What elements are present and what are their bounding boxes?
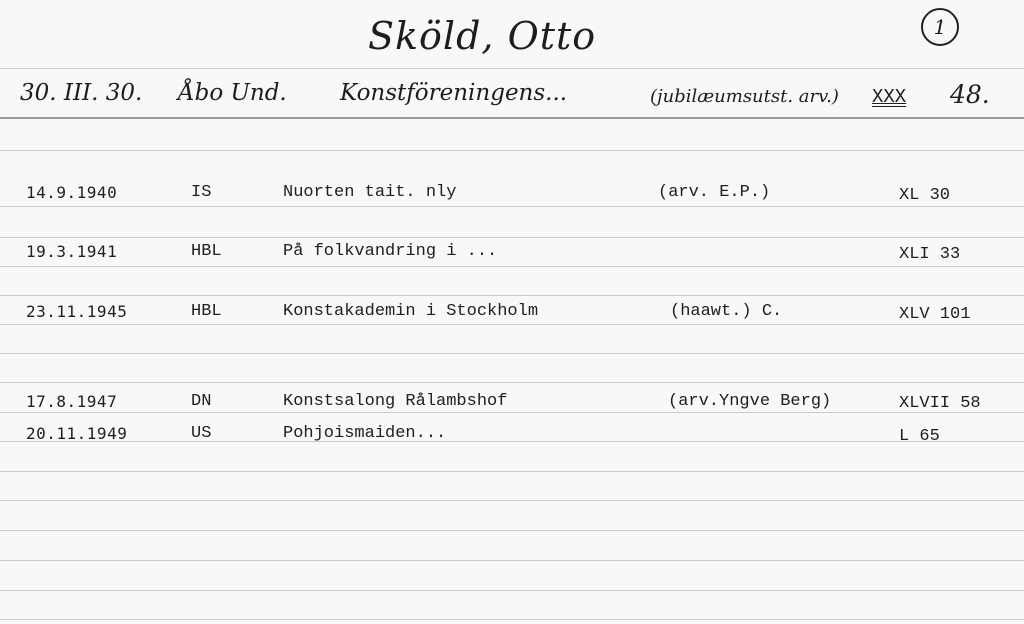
- ruled-line: [0, 530, 1024, 531]
- entry-date: 20.11.1949: [26, 424, 128, 443]
- ruled-line: [0, 441, 1024, 442]
- ruled-line: [0, 324, 1024, 325]
- ruled-line: [0, 295, 1024, 296]
- entry-note: (arv.Yngve Berg): [668, 392, 832, 411]
- first-entry-title: Konstföreningens...: [340, 80, 568, 106]
- ruled-line: [0, 206, 1024, 207]
- ruled-line: [0, 382, 1024, 383]
- card-number-badge: 1: [921, 8, 959, 46]
- ruled-line: [0, 237, 1024, 238]
- entry-date: 17.8.1947: [26, 392, 118, 411]
- ruled-line: [0, 471, 1024, 472]
- entry-reference: XLV 101: [899, 305, 971, 324]
- entry-reference: L 65: [899, 427, 940, 446]
- entry-title: Konstakademin i Stockholm: [283, 302, 539, 321]
- entry-paper: DN: [191, 392, 212, 411]
- first-entry-date: 30. III. 30.: [20, 80, 143, 106]
- entry-title: Konstsalong Rålambshof: [283, 392, 508, 411]
- entry-paper: US: [191, 424, 212, 443]
- ruled-line: [0, 266, 1024, 267]
- ruled-line: [0, 353, 1024, 354]
- entry-date: 14.9.1940: [26, 183, 118, 202]
- ruled-line: [0, 500, 1024, 501]
- entry-title: Pohjoismaiden...: [283, 424, 447, 443]
- card-name-handwritten: Sköld, Otto: [368, 14, 597, 58]
- first-entry-volume: XXX: [872, 86, 907, 108]
- header-rule: [0, 117, 1024, 119]
- entry-reference: XL 30: [899, 186, 951, 205]
- entry-date: 23.11.1945: [26, 302, 128, 321]
- entry-paper: HBL: [191, 242, 222, 261]
- entry-paper: HBL: [191, 302, 222, 321]
- ruled-line: [0, 68, 1024, 69]
- entry-title: Nuorten tait. nly: [283, 183, 457, 202]
- entry-paper: IS: [191, 183, 212, 202]
- entry-note: (arv. E.P.): [658, 183, 771, 202]
- first-entry-paper: Åbo Und.: [178, 80, 287, 106]
- ruled-line: [0, 590, 1024, 591]
- first-entry-note: (jubilæumsutst. arv.): [650, 86, 839, 107]
- first-entry-page: 48.: [950, 80, 990, 109]
- entry-date: 19.3.1941: [26, 242, 118, 261]
- ruled-line: [0, 412, 1024, 413]
- entry-note: (haawt.) C.: [670, 302, 783, 321]
- entry-reference: XLVII 58: [899, 394, 981, 413]
- entry-title: På folkvandring i ...: [283, 242, 498, 261]
- ruled-line: [0, 560, 1024, 561]
- entry-reference: XLI 33: [899, 245, 961, 264]
- ruled-line: [0, 150, 1024, 151]
- ruled-line: [0, 619, 1024, 620]
